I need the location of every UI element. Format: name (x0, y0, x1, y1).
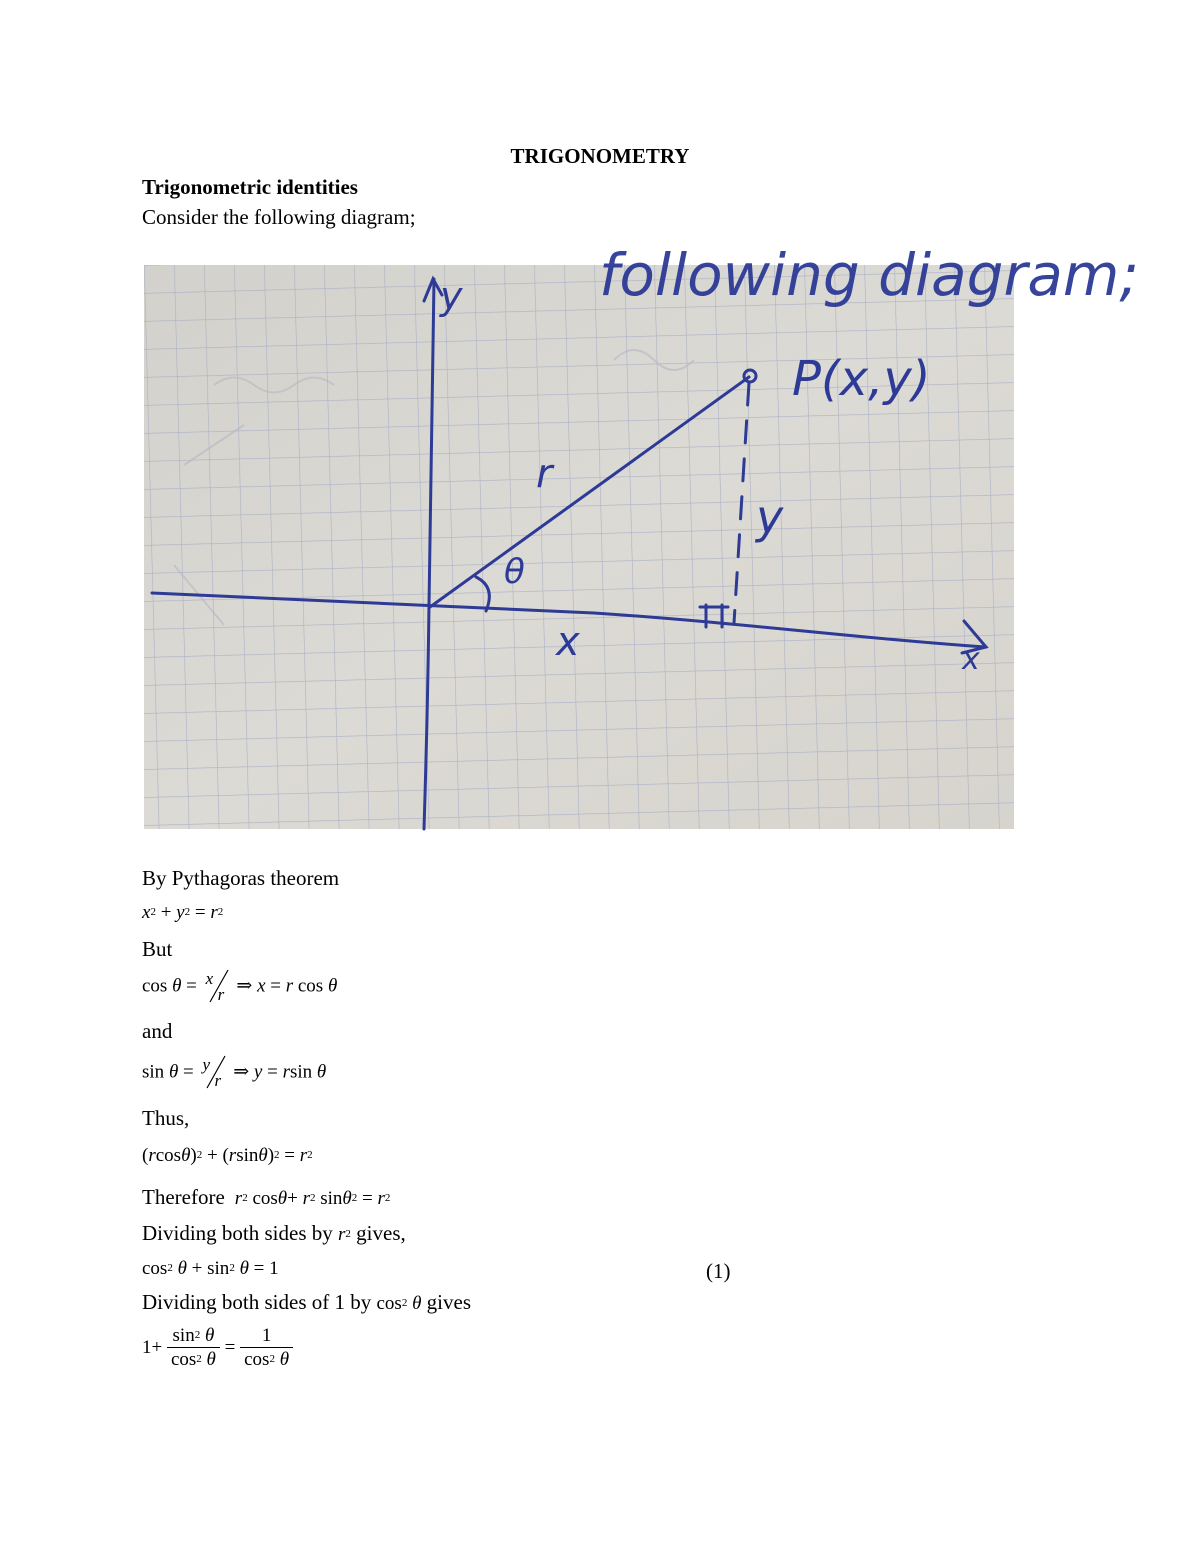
equation-pythagoras: $x^2 + y^2 = r^2$ (142, 902, 224, 923)
y-axis-label: y (440, 274, 463, 318)
equation-squares: $(rcos\theta)^2 + (rsin\theta)^2 = r^2$ (142, 1145, 313, 1166)
grid-paper (144, 265, 1014, 829)
pythagoras-text: By Pythagoras theorem (142, 866, 340, 890)
equation-divided: 1+ $\frac{\sin^2 \theta}{\cos^2 \theta}$ = $\frac{1}{\cos^2 \theta}$ (142, 1326, 293, 1369)
but-text: But (142, 937, 173, 961)
dividing-by-cos-line: Dividing both sides of 1 by $\cos^2 \theta$ gives (142, 1290, 471, 1314)
header-scrawl: following diagram; (599, 241, 1139, 309)
thus-text: Thus, (142, 1106, 190, 1130)
intro-text: Consider the following diagram; (142, 205, 416, 229)
point-label: P(x,y) (792, 351, 931, 407)
fraction-y-over-r: y r (199, 1058, 229, 1088)
equation-number: (1) (706, 1259, 731, 1283)
y-label: y (756, 490, 784, 544)
r-label: r (536, 451, 553, 497)
fraction-one-over-cos: $\frac{1}{\cos^2 \theta}$ (240, 1326, 293, 1369)
equation-cos: cos θ = x r ⇒ x = r cos θ (142, 969, 338, 1004)
diagram-photo (144, 241, 1139, 829)
dividing-by-r-line: Dividing both sides by $r^2$ gives, (142, 1221, 406, 1245)
therefore-line: Therefore $r^2$ $\cos\theta+ r^2$ $\sin\theta^2 = r^2$ (142, 1185, 391, 1209)
fraction-x-over-r: x r (202, 972, 232, 1002)
theta-label: θ (504, 552, 525, 592)
x-label: x (556, 619, 580, 665)
equation-identity-1: $\cos^2 \theta + \sin^2 \theta = 1$ (142, 1258, 279, 1279)
fraction-sin-over-cos: $\frac{\sin^2 \theta}{\cos^2 \theta}$ (167, 1326, 220, 1369)
x-axis-label: x (962, 642, 980, 677)
document-title: TRIGONOMETRY (510, 144, 690, 168)
equation-sin: sin θ = y r ⇒ y = rsin θ (142, 1055, 327, 1090)
and-text: and (142, 1019, 173, 1043)
section-heading: Trigonometric identities (142, 175, 358, 199)
